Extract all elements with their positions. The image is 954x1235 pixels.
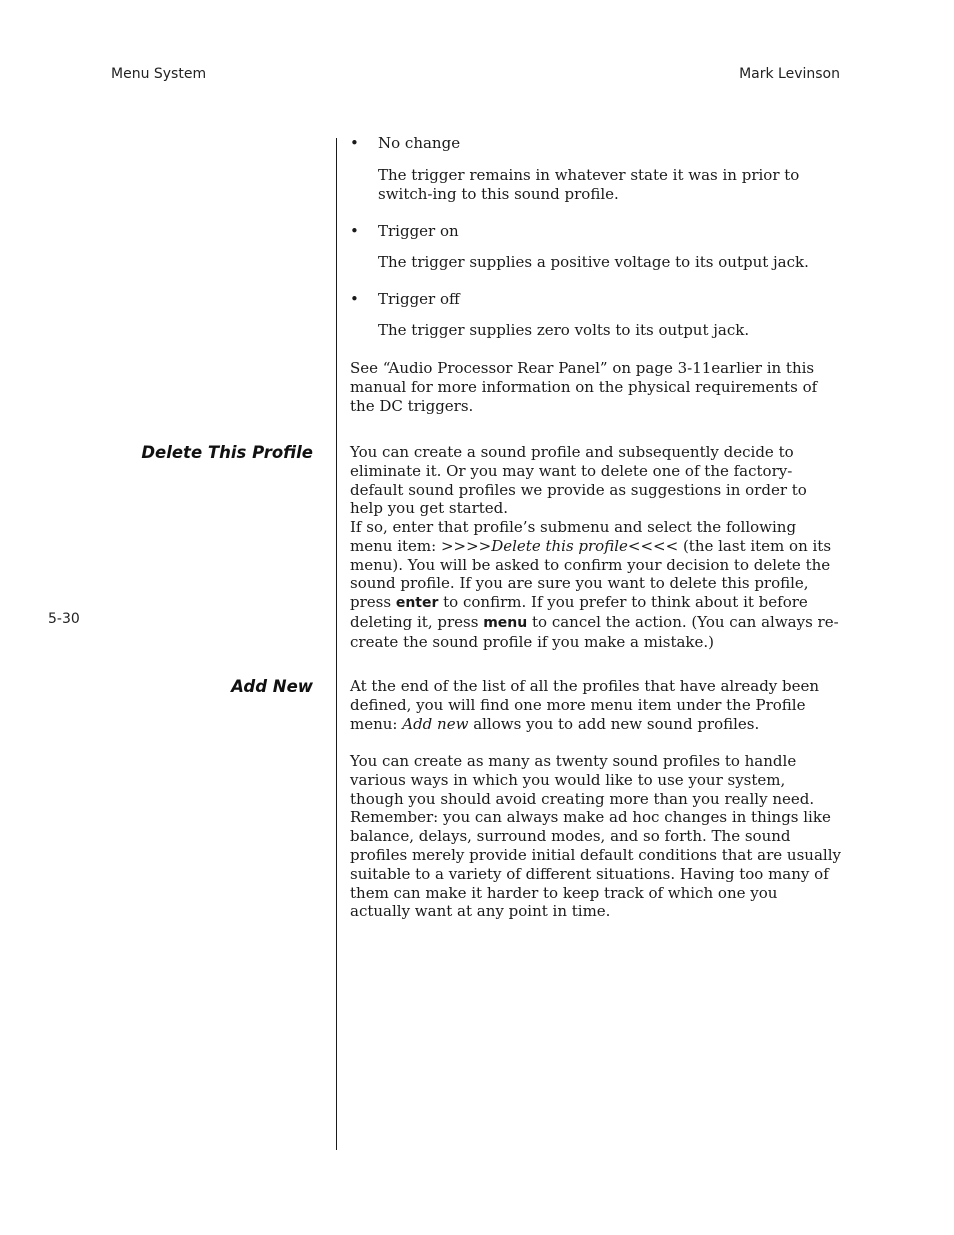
delete-paragraph-1: You can create a sound profile and subsequently decide to eliminate it. Or you may want to delete one of the factory-default sound profiles we provide as suggestions in order to help you get started. <box>350 443 807 518</box>
add-paragraph-1 <box>350 677 842 733</box>
add-paragraph-2: You can create as many as twenty sound profiles to handle various ways in which you would like to use your system, though you should avoid creating more than you really need. Remember: you can always make ad hoc changes in things like balance, delays, surround modes, and so forth. The sound profiles merely provide initial default conditions that are usually suitable to a variety of different situations. Having too many of them can make it harder to keep track of which one you actually want at any point in time. <box>350 752 841 921</box>
menu-item-name: >>>>Delete this profile<<<< <box>440 536 679 555</box>
bullet-description: The trigger supplies a positive voltage to its output jack. <box>378 253 809 271</box>
column-divider <box>336 138 337 1150</box>
text-run: At the end of the list of all the profiles that have already been defined, you will find one more menu item under the Profile menu: <box>350 677 820 733</box>
see-also-paragraph: See “Audio Processor Rear Panel” on page 3-11earlier in this manual for more information on the physical requirements of the DC triggers. <box>350 359 818 415</box>
key-name-menu: menu <box>483 614 528 631</box>
running-header-right: Mark Levinson <box>739 66 840 82</box>
text-run: If so, enter that profile’s submenu and select the following menu item: <box>350 518 797 555</box>
bullet-label: Trigger on <box>378 222 459 240</box>
key-name-enter: enter <box>395 595 439 612</box>
bullet-description: The trigger supplies zero volts to its output jack. <box>378 321 750 339</box>
page-number: 5-30 <box>48 611 80 627</box>
menu-item-name: Add new <box>402 714 469 733</box>
running-header-left: Menu System <box>111 66 207 82</box>
delete-paragraph-2 <box>350 518 842 652</box>
bullet-description: The trigger remains in whatever state it was in prior to switch-ing to this sound profile. <box>378 166 800 203</box>
text-run: to cancel the action. (You can always re-create the sound profile if you make a mistake.) <box>350 612 839 651</box>
section-heading-add-new: Add New <box>231 677 313 696</box>
bullet-label: No change <box>378 134 461 152</box>
bullet-marker: • <box>350 222 359 240</box>
bullet-marker: • <box>350 134 359 152</box>
text-run: allows you to add new sound profiles. <box>468 714 760 733</box>
section-heading-delete-profile: Delete This Profile <box>141 443 313 462</box>
bullet-marker: • <box>350 290 359 308</box>
bullet-label: Trigger off <box>378 290 460 308</box>
text-run: (the last item on its menu). You will be asked to confirm your decision to delete the sound profile. If you are sure you want to delete this profile, press <box>350 536 832 612</box>
text-run: to confirm. If you prefer to think about it before deleting it, press <box>350 593 808 631</box>
